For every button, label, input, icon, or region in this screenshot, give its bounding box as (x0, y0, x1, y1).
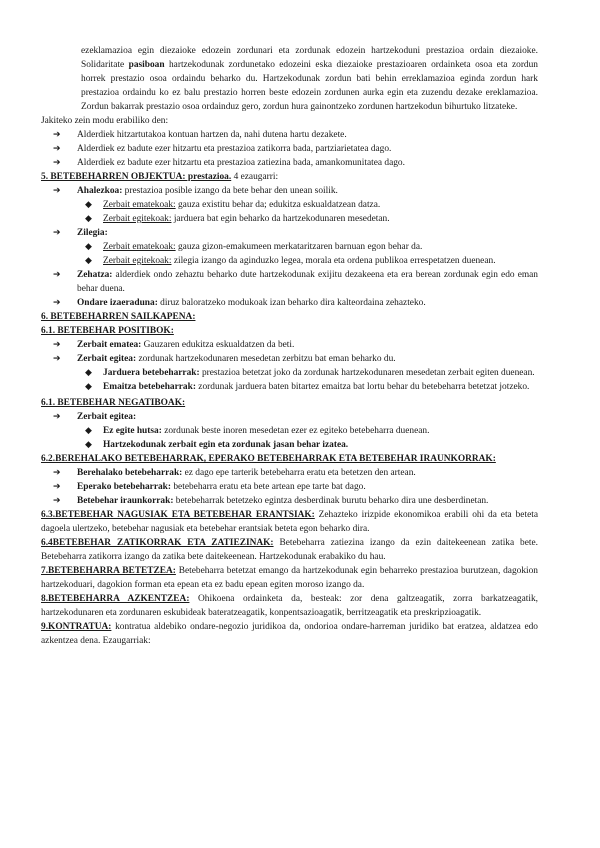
sub-list-item: ◆ Zerbait egitekoak: zilegia izango da aginduzko legea, morala eta ordena publikoa errespetatzen duenean. (85, 256, 496, 266)
arrow-bullet-icon: ➔ (53, 482, 61, 492)
section-8-heading: 8.BETEBEHARRA AZKENTZEA: (41, 594, 190, 604)
diamond-bullet-icon: ◆ (85, 368, 92, 378)
section-6-2-heading: 6.2.BEREHALAKO BETEBEHARRAK, EPERAKO BETEBEHARRAK ETA BETEBEHAR IRAUNKORRAK: (41, 454, 496, 464)
section-5-heading: 5. BETEBEHARREN OBJEKTUA: prestazioa. (41, 172, 232, 182)
sub-list-item: ◆ Zerbait egitekoak: jarduera bat egin beharko da hartzekodunaren mesedetan. (85, 214, 390, 224)
section-6-1-negative-heading: 6.1. BETEBEHAR NEGATIBOAK: (41, 398, 186, 408)
sub-list-item: ◆ Hartzekodunak zerbait egin eta zordunak jasan behar izatea. (85, 440, 349, 450)
section-9: 9.KONTRATUA: kontratua aldebiko ondare-negozio juridikoa da, ondorioa ondare-harreman juridiko bat eratzea, aldatzea edo azkentzea dena. Ezaugarriak: (41, 622, 538, 646)
section-6-4-heading: 6.4BETEBEHAR ZATIKORRAK ETA ZATIEZINAK: (41, 538, 274, 548)
diamond-bullet-icon: ◆ (85, 440, 92, 450)
section-6-3: 6.3.BETEBEHAR NAGUSIAK ETA BETEBEHAR ERANTSIAK: Zehazteko irizpide ekonomikoa erabili ohi da eta beteta dagoela ulertzeko, betebehar nagusiak eta betebehar erantsiak beteta egon beharko dira. (41, 510, 538, 534)
intro-paragraph: ezeklamazioa egin diezaioke edozein zordunari eta zordunak edozein hartzekoduni prestazioa ordain diezaioke. Solidaritate pasiboan hartzekodunak zordunetako edozeini eska diezaioke prestazioaren ordainketa osoa eta zordun horrek prestazio osoa ordaindu beharko du. Hartzekodunak zordun bati behin erreklamazioa eginda zordun hark prestazioa ordaindu ko ez balu prestazio horren beste edozein zordunen aurka egin eta zuzendu dezake ereklamazioa. Zordun bakarrak prestazio osoa ordainduz gero, zordun hura gainontzeko zordunen hartzekodun bihurtuko litzateke. (81, 46, 538, 112)
list-item: ➔ Betebehar iraunkorrak: betebeharrak betetzeko egintza desberdinak burutu beharko dira une desberdinetan. (53, 496, 489, 506)
section-6-3-heading: 6.3.BETEBEHAR NAGUSIAK ETA BETEBEHAR ERANTSIAK: (41, 510, 315, 520)
diamond-bullet-icon: ◆ (85, 200, 92, 210)
list-item: ➔ Zilegia: (53, 228, 108, 238)
section-6-heading: 6. BETEBEHARREN SAILKAPENA: (41, 312, 196, 322)
arrow-bullet-icon: ➔ (53, 496, 61, 506)
list-item: ➔ Alderdiek hitzartutakoa kontuan hartzen da, nahi dutena hartu dezakete. (53, 130, 347, 140)
sub-list-item: ◆ Jarduera betebeharrak: prestazioa betetzat joko da zordunak hartzekodunaren mesedetan zerbait egiten duenean. (85, 368, 535, 378)
arrow-bullet-icon: ➔ (53, 186, 61, 196)
list-item: ➔ Berehalako betebeharrak: ez dago epe tarterik betebeharra eratu eta betetzen den artean. (53, 468, 416, 478)
diamond-bullet-icon: ◆ (85, 256, 92, 266)
arrow-bullet-icon: ➔ (53, 354, 61, 364)
list-item: ➔ Ondare izaeraduna: diruz baloratzeko modukoak izan beharko dira kalteordaina zehazteko. (53, 298, 426, 308)
arrow-bullet-icon: ➔ (53, 340, 61, 350)
arrow-bullet-icon: ➔ (53, 130, 61, 140)
list-item: ➔ Alderdiek ez badute ezer hitzartu eta prestazioa zatiezina bada, amankomunitatea dago. (53, 158, 405, 168)
list-item: ➔ Alderdiek ez badute ezer hitzartu eta prestazioa zatikorra bada, partziarietatea dago. (53, 144, 392, 154)
arrow-bullet-icon: ➔ (53, 228, 61, 238)
diamond-bullet-icon: ◆ (85, 382, 92, 392)
section-5: 5. BETEBEHARREN OBJEKTUA: prestazioa. 4 ezaugarri: (41, 172, 279, 182)
list-item: ➔ Zehatza: alderdiek ondo zehaztu beharko dute hartzekodunak exijitu dezakeena eta era berean zordunak egin edo eman behar duena. (53, 270, 538, 294)
list-item: ➔ Zerbait egitea: (53, 412, 137, 422)
arrow-bullet-icon: ➔ (53, 144, 61, 154)
diamond-bullet-icon: ◆ (85, 426, 92, 436)
list-item: ➔ Ahalezkoa: prestazioa posible izango da bete behar den unean soilik. (53, 186, 338, 196)
arrow-bullet-icon: ➔ (53, 468, 61, 478)
section-9-heading: 9.KONTRATUA: (41, 622, 112, 632)
list-item: ➔ Eperako betebeharrak: betebeharra eratu eta bete artean epe tarte bat dago. (53, 482, 366, 492)
section-6-1-positive-heading: 6.1. BETEBEHAR POSITIBOK: (41, 326, 174, 336)
section-7-heading: 7.BETEBEHARRA BETETZEA: (41, 566, 176, 576)
sub-list-item: ◆ Emaitza betebeharrak: zordunak jarduera baten bitartez emaitza bat lortu behar du betebeharra betetzat jotzeko. (85, 382, 530, 392)
sub-list-item: ◆ Ez egite hutsa: zordunak beste inoren mesedetan ezer ez egiteko betebeharra duenean. (85, 426, 430, 436)
jakiteko-line: Jakiteko zein modu erabiliko den: (41, 116, 169, 126)
arrow-bullet-icon: ➔ (53, 158, 61, 168)
arrow-bullet-icon: ➔ (53, 298, 61, 308)
arrow-bullet-icon: ➔ (53, 270, 61, 280)
arrow-bullet-icon: ➔ (53, 412, 61, 422)
list-item: ➔ Zerbait ematea: Gauzaren edukitza eskualdatzen da beti. (53, 340, 295, 350)
sub-list-item: ◆ Zerbait ematekoak: gauza existitu behar da; edukitza eskualdatzean datza. (85, 200, 381, 210)
list-item: ➔ Zerbait egitea: zordunak hartzekodunaren mesedetan zerbitzu bat eman beharko du. (53, 354, 396, 364)
diamond-bullet-icon: ◆ (85, 214, 92, 224)
section-6-4: 6.4BETEBEHAR ZATIKORRAK ETA ZATIEZINAK: Betebeharra zatiezina izango da ezin daitekeenean zatika bete. Betebeharra zatikorra izango da zatika bete daitekeenean. Hartzekodunak erabakiko du hau. (41, 538, 538, 562)
sub-list-item: ◆ Zerbait ematekoak: gauza gizon-emakumeen merkataritzaren barnuan egon behar da. (85, 242, 423, 252)
section-8: 8.BETEBEHARRA AZKENTZEA: Ohikoena ordainketa da, besteak: zor dena galtzeagatik, zorra barkatzeagatik, hartzekodunaren eta zordunaren eskubideak bateratzeagatik, konpentsazioagatik, berritzeagatik eta preskripzioagatik. (41, 594, 538, 618)
section-7: 7.BETEBEHARRA BETETZEA: Betebeharra betetzat emango da hartzekodunak egin beharreko prestazioa burutzean, dagokion hartzekoduari, dagokion forman eta epean eta ez badu epean egiten moroso izango da. (41, 566, 538, 590)
diamond-bullet-icon: ◆ (85, 242, 92, 252)
